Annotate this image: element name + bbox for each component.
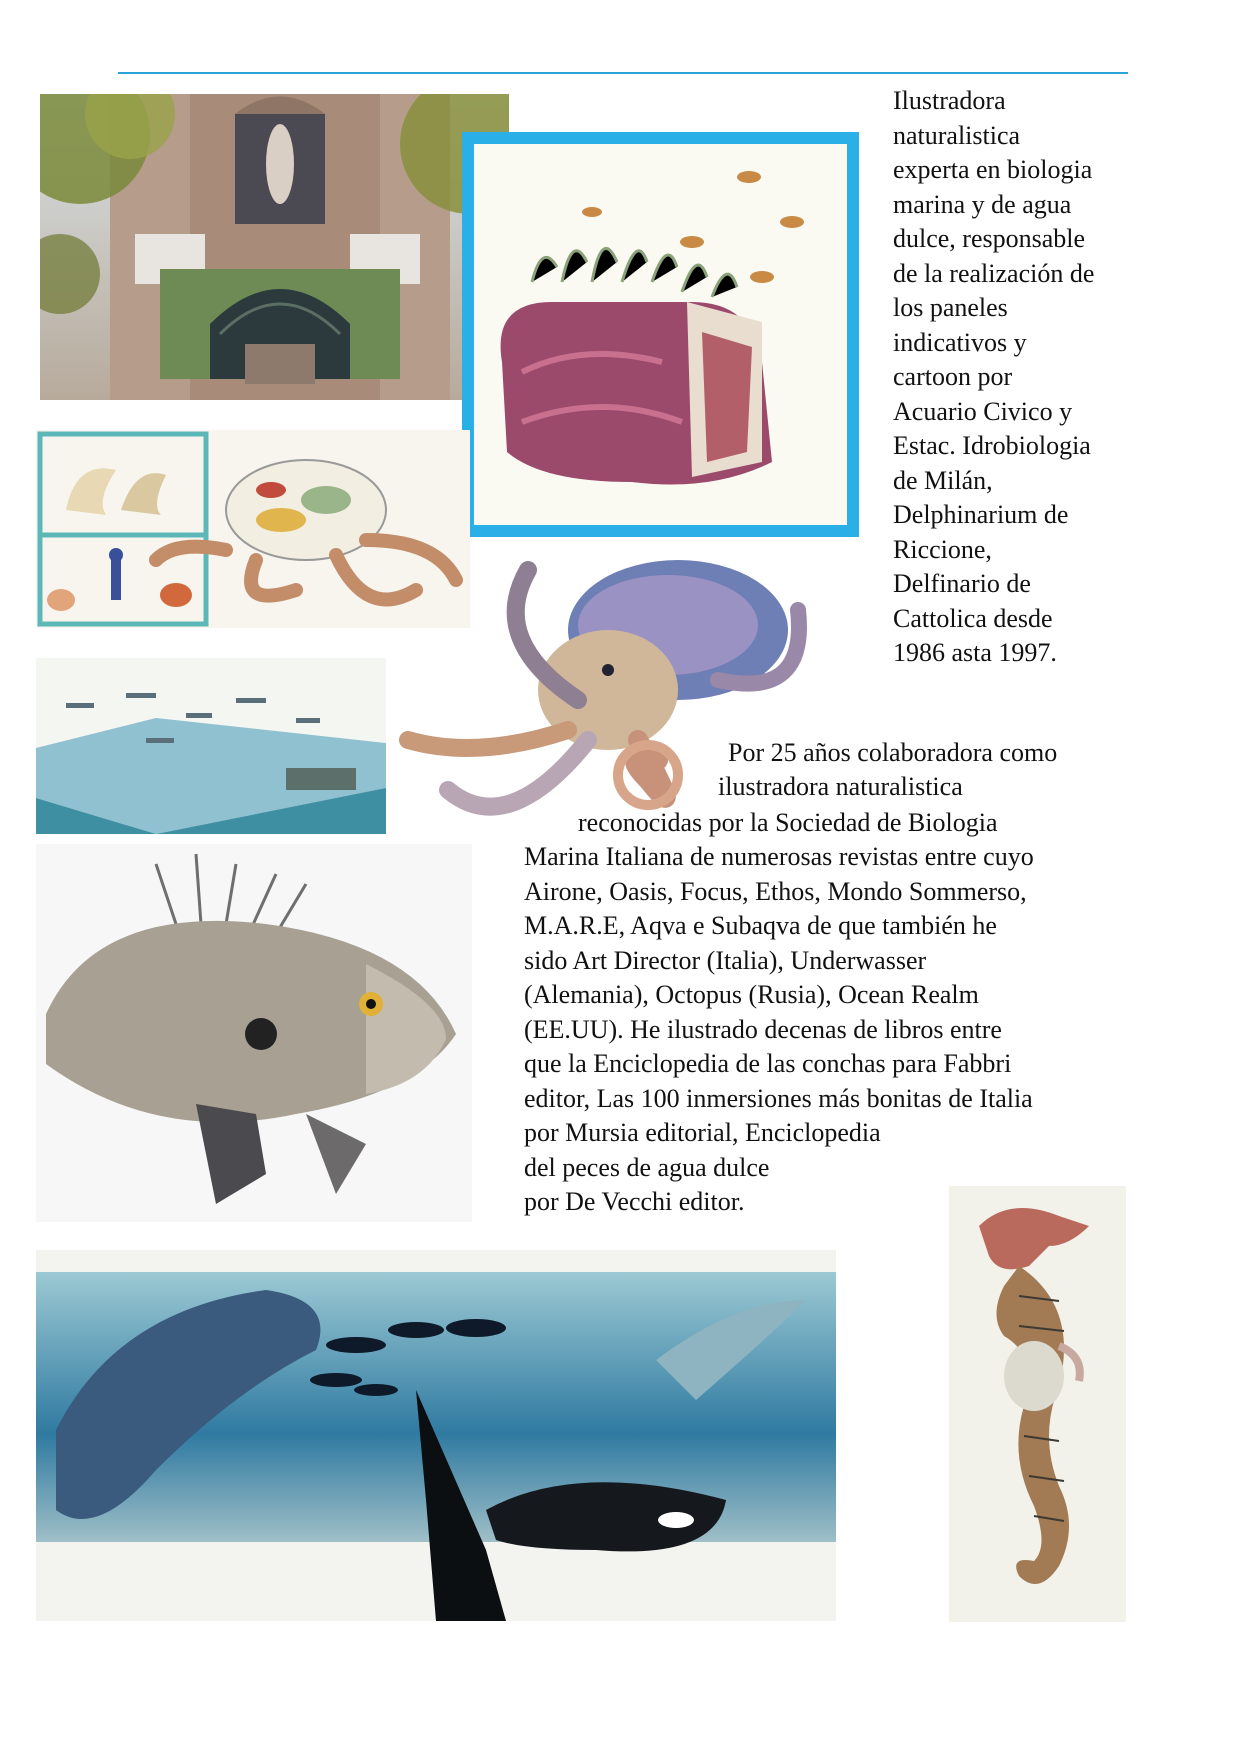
bio-paragraph-2-line: del peces de agua dulce xyxy=(524,1153,770,1182)
bio-paragraph-2-line: sido Art Director (Italia), Underwasser xyxy=(524,946,927,975)
bio-paragraph-2-line: Airone, Oasis, Focus, Ethos, Mondo Sommerso, xyxy=(524,877,1027,906)
bio-paragraph-2-line: editor, Las 100 inmersiones más bonitas de Italia xyxy=(524,1084,1033,1113)
bio-paragraph-2-line: por De Vecchi editor. xyxy=(524,1187,745,1216)
john-dory-fish-illustration xyxy=(36,844,472,1222)
bio-paragraph-2-line: por Mursia editorial, Enciclopedia xyxy=(524,1118,881,1147)
aquarium-building-photo xyxy=(40,94,509,400)
sea-anemone-illustration xyxy=(462,132,859,537)
bio-paragraph-2-line: (Alemania), Octopus (Rusia), Ocean Realm xyxy=(524,980,979,1009)
top-accent-rule xyxy=(118,72,1128,74)
seabed-wreck-illustration xyxy=(36,658,386,834)
seahorse-illustration xyxy=(949,1186,1126,1622)
bio-paragraph-1: Ilustradora naturalistica experta en biologia marina y de agua dulce, responsable de la realización de los paneles indicativos y cartoon por Acuario Civico y Estac. Idrobiologia de Milán, Delphinarium de Riccione, Delfinario de Cattolica desde 1986 asta 1997. xyxy=(893,86,1095,667)
bio-paragraph-2-line: (EE.UU). He ilustrado decenas de libros entre xyxy=(524,1015,1002,1044)
bio-paragraph-2-line: Marina Italiana de numerosas revistas entre cuyo xyxy=(524,842,1034,871)
bio-paragraph-2-line: que la Enciclopedia de las conchas para Fabbri xyxy=(524,1049,1012,1078)
bio-paragraph-2-line: Por 25 años colaboradora como xyxy=(728,738,1058,767)
bio-paragraph-2-line: M.A.R.E, Aqva e Subaqva de que también he xyxy=(524,911,997,940)
bio-paragraph-2-line: ilustradora naturalistica xyxy=(718,772,963,801)
whales-and-dolphins-mural xyxy=(36,1250,836,1621)
bio-paragraph-2-line: reconocidas por la Sociedad de Biologia xyxy=(578,808,998,837)
